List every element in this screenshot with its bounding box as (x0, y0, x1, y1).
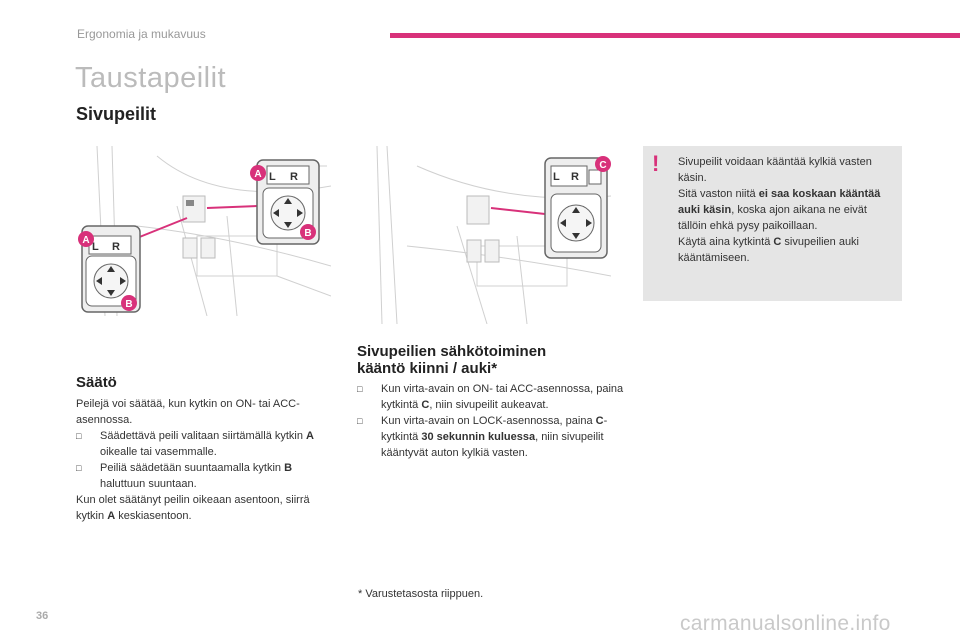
key-c: C (421, 399, 430, 411)
page-subtitle: Sivupeilit (76, 104, 157, 124)
warning-line-2: Sitä vaston niitä ei saa koskaan kääntää auki käsin, koska ajon aikana ne eivät tällöin ehkä pysy paikoillaan. (678, 188, 881, 232)
callout-a: A (82, 235, 90, 246)
key-a: A (306, 430, 314, 442)
mirror-fold-figure (357, 146, 611, 324)
key-c: C (773, 236, 782, 248)
callout-c: C (599, 160, 607, 171)
key-b: B (284, 462, 293, 474)
adjust-outro: Kun olet säätänyt peilin oikeaan asentoon, siirrä kytkin A keskiasentoon. (76, 494, 310, 522)
warning-line-1: Sivupeilit voidaan kääntää kylkiä vasten käsin. (678, 156, 872, 184)
switch-right-label: R (571, 171, 579, 183)
header-accent-bar (390, 33, 960, 38)
footnote: * Varustetasosta riippuen. (358, 588, 484, 600)
adjust-intro: Peilejä voi säätää, kun kytkin on ON- tai ACC-asennossa. (76, 398, 300, 426)
key-c: C (595, 415, 604, 427)
warning-line-3: Käytä aina kytkintä C sivupeilien auki kääntämiseen. (678, 236, 859, 264)
key-a: A (107, 510, 116, 522)
switch-right-label: R (290, 171, 298, 183)
adjust-text (76, 396, 330, 524)
callout-b: B (304, 228, 312, 239)
switch-right-label: R (112, 241, 120, 253)
switch-left-label: L (553, 171, 560, 183)
fold-text (357, 381, 625, 461)
fold-emphasis: 30 sekunnin kuluessa (421, 431, 536, 443)
fold-bullet-1: □ Kun virta-avain on ON- tai ACC-asennossa, paina kytkintä C, niin sivupeilit aukeavat. (357, 381, 625, 413)
switch-left-label: L (269, 171, 276, 183)
fold-bullet-2: □ Kun virta-avain on LOCK-asennossa, paina C-kytkintä 30 sekunnin kuluessa, niin sivupeilit kääntyvät auton kylkiä vasten. (357, 413, 625, 461)
adjust-bullet-1: □ Säädettävä peili valitaan siirtämällä kytkin A oikealle tai vasemmalle. (76, 428, 330, 460)
mirror-adjust-illustration (77, 146, 331, 316)
warning-emphasis: ei saa koskaan kääntää auki käsin (678, 188, 881, 216)
switch-left-label: L (92, 241, 99, 253)
mirror-adjust-figure (77, 146, 331, 316)
watermark: carmanualsonline.info (680, 612, 891, 635)
warning-text (678, 154, 898, 266)
callout-a: A (254, 169, 262, 180)
section-title: Ergonomia ja mukavuus (77, 27, 206, 41)
page-title: Taustapeilit (75, 62, 227, 94)
adjust-heading: Säätö (76, 374, 117, 391)
adjust-bullet-2: □ Peiliä säädetään suuntaamalla kytkin B haluttuun suuntaan. (76, 460, 330, 492)
page-number: 36 (36, 610, 49, 622)
mirror-fold-illustration (357, 146, 611, 324)
fold-heading: Sivupeilien sähkötoiminen kääntö kiinni / auki* (357, 343, 547, 377)
callout-b: B (125, 299, 133, 310)
warning-icon: ! (652, 151, 660, 176)
